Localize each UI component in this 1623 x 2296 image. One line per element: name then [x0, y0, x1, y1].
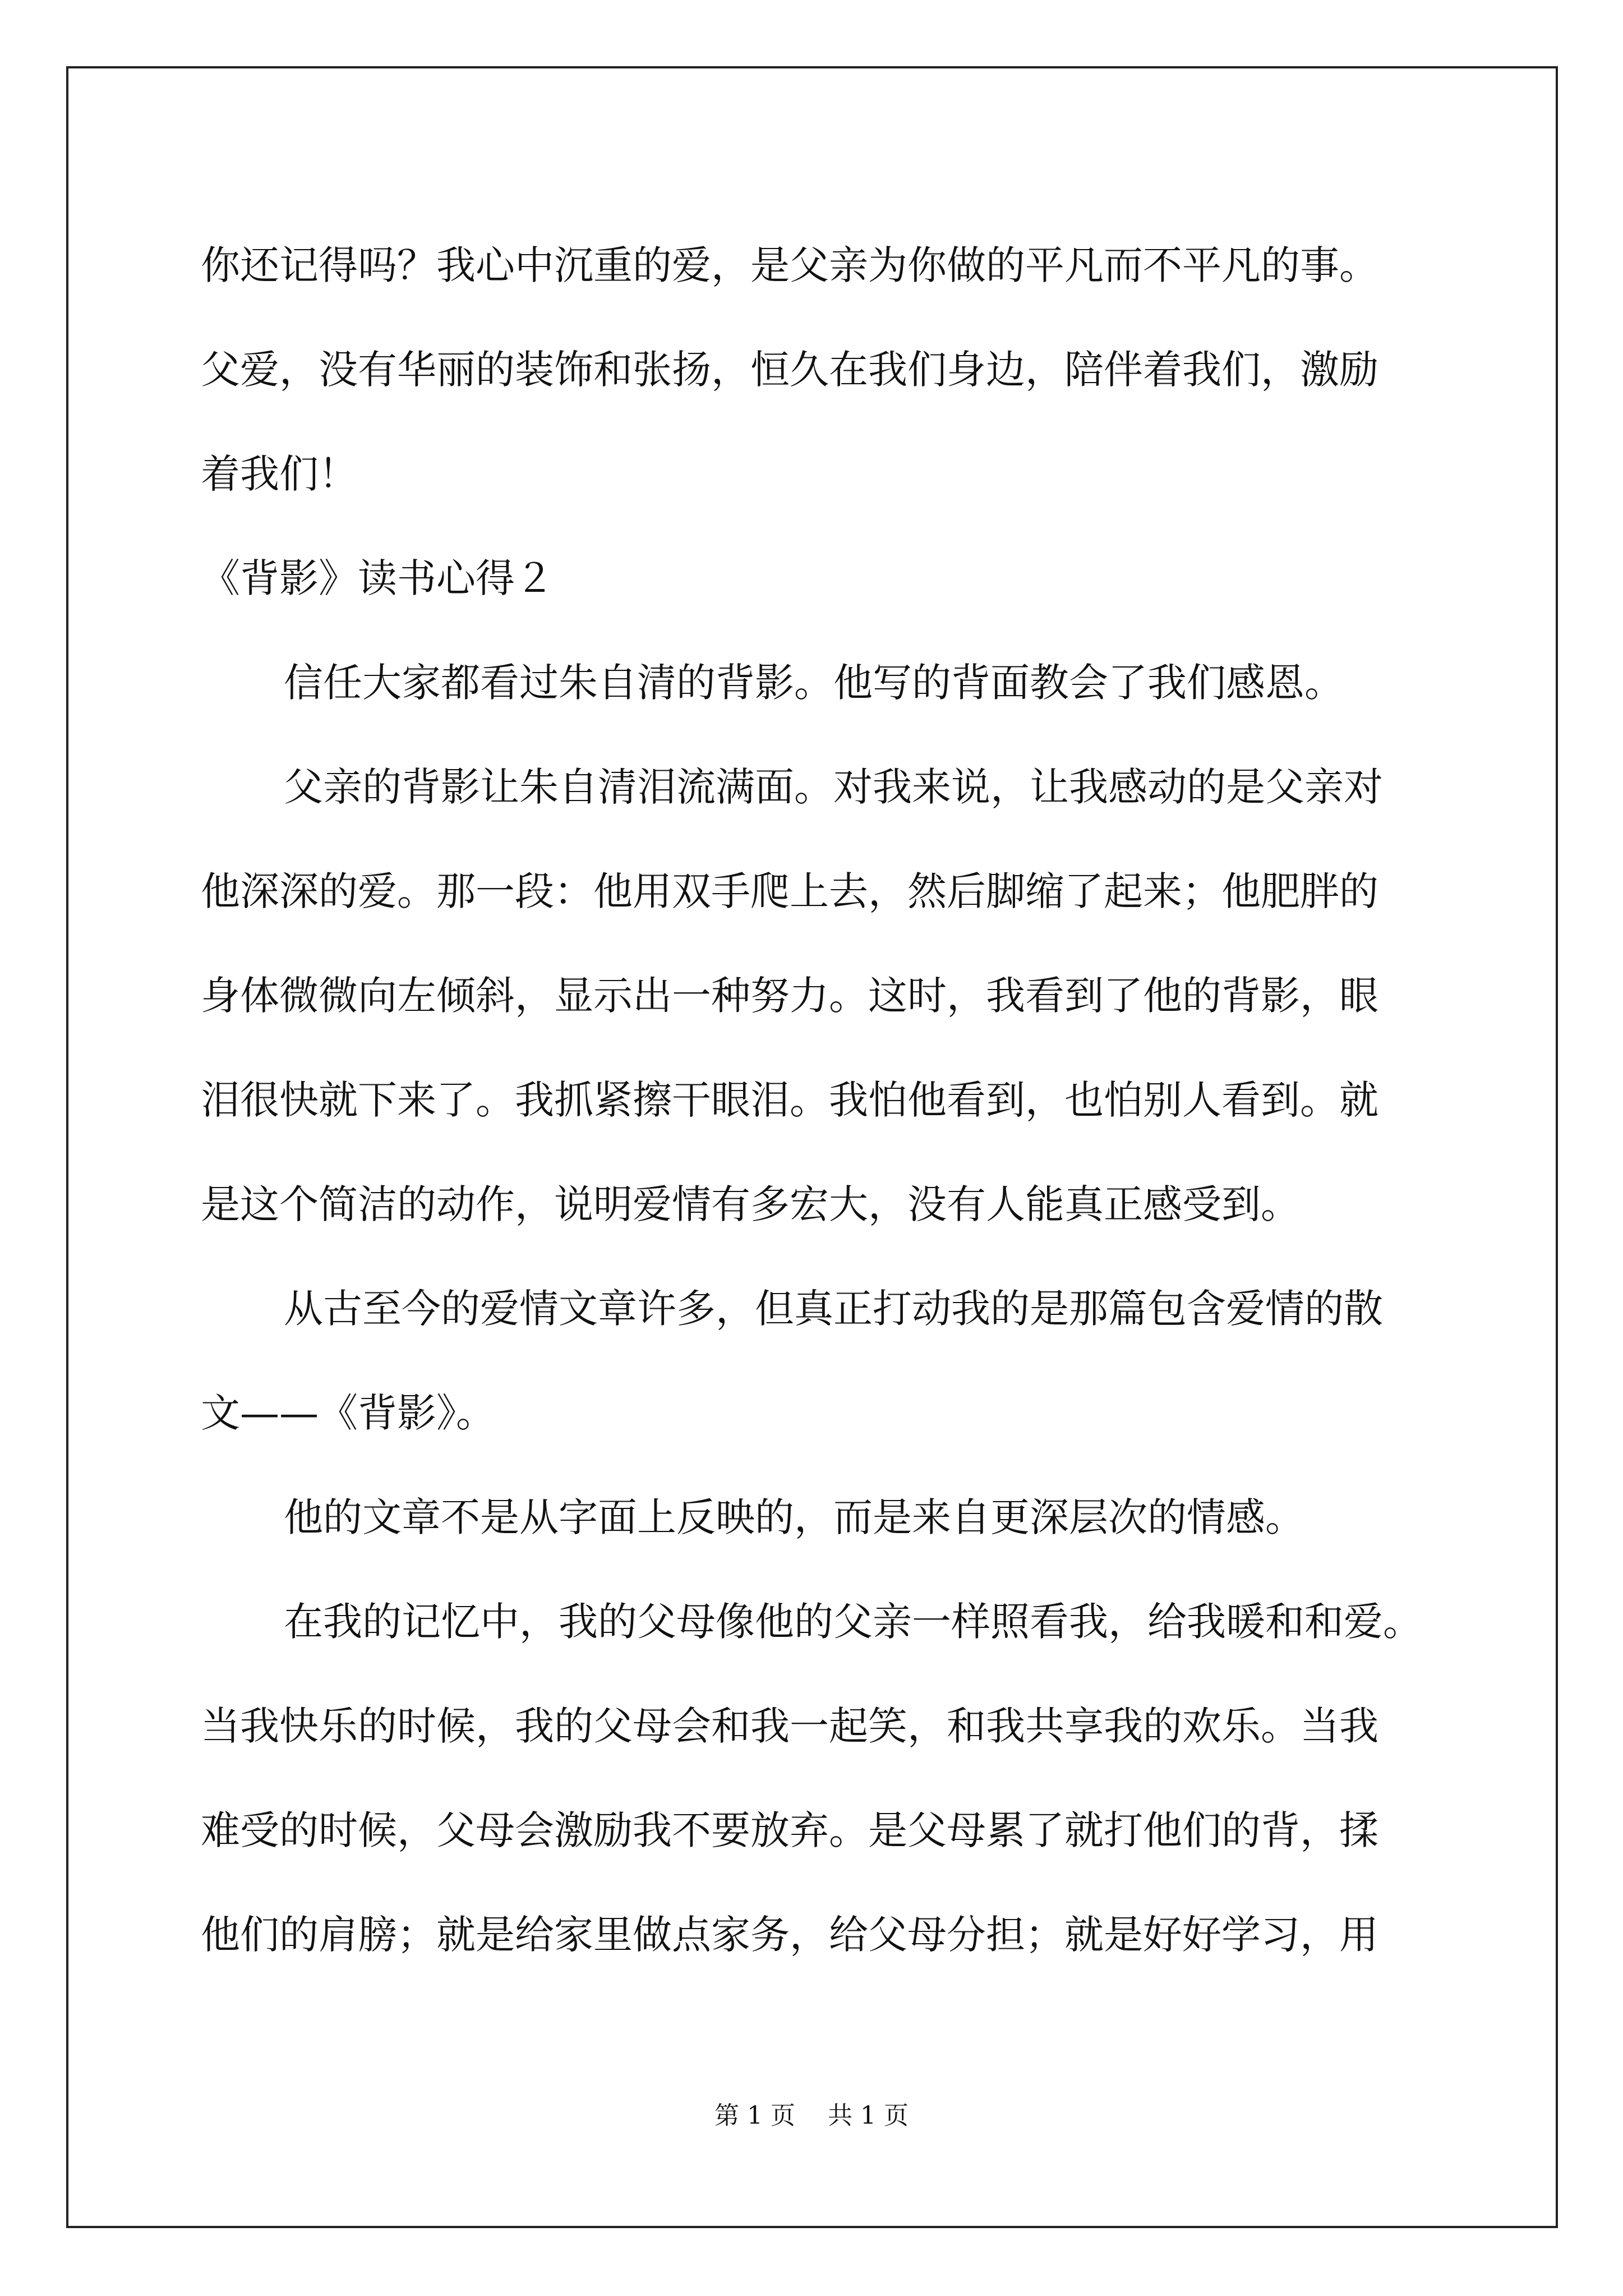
text-line-15: 当我快乐的时候，我的父母会和我一起笑，和我共享我的欢乐。当我: [201, 1703, 1378, 1749]
text-line-2: 父爱，没有华丽的装饰和张扬，恒久在我们身边，陪伴着我们，激励: [201, 347, 1378, 393]
text-line-14: 在我的记忆中，我的父母像他的父亲一样照看我，给我暖和和爱。: [284, 1599, 1422, 1645]
document-body: [201, 213, 1435, 1987]
section-heading: 《背影》读书心得２: [201, 555, 554, 601]
text-line-17: 他们的肩膀；就是给家里做点家务，给父母分担；就是好好学习，用: [201, 1912, 1378, 1958]
text-line-1: 你还记得吗？我心中沉重的爱，是父亲为你做的平凡而不平凡的事。: [201, 242, 1378, 288]
page-footer: 第 1 页 共 1 页: [714, 2101, 909, 2130]
text-line-3: 着我们！: [201, 451, 358, 497]
text-line-13: 他的文章不是从字面上反映的，而是来自更深层次的情感。: [284, 1494, 1304, 1540]
text-line-8: 身体微微向左倾斜，显示出一种努力。这时，我看到了他的背影，眼: [201, 973, 1378, 1019]
text-line-7: 他深深的爱。那一段：他用双手爬上去，然后脚缩了起来；他肥胖的: [201, 868, 1378, 914]
text-line-6: 父亲的背影让朱自清泪流满面。对我来说，让我感动的是父亲对: [284, 764, 1383, 810]
text-line-11: 从古至今的爱情文章许多，但真正打动我的是那篇包含爱情的散: [284, 1286, 1383, 1332]
text-line-5: 信任大家都看过朱自清的背影。他写的背面教会了我们感恩。: [284, 660, 1344, 706]
text-line-16: 难受的时候，父母会激励我不要放弃。是父母累了就打他们的背，揉: [201, 1807, 1378, 1853]
text-line-9: 泪很快就下来了。我抓紧擦干眼泪。我怕他看到，也怕别人看到。就: [201, 1077, 1378, 1123]
text-line-12: 文——《背影》。: [201, 1390, 495, 1436]
text-line-10: 是这个简洁的动作，说明爱情有多宏大，没有人能真正感受到。: [201, 1181, 1300, 1227]
